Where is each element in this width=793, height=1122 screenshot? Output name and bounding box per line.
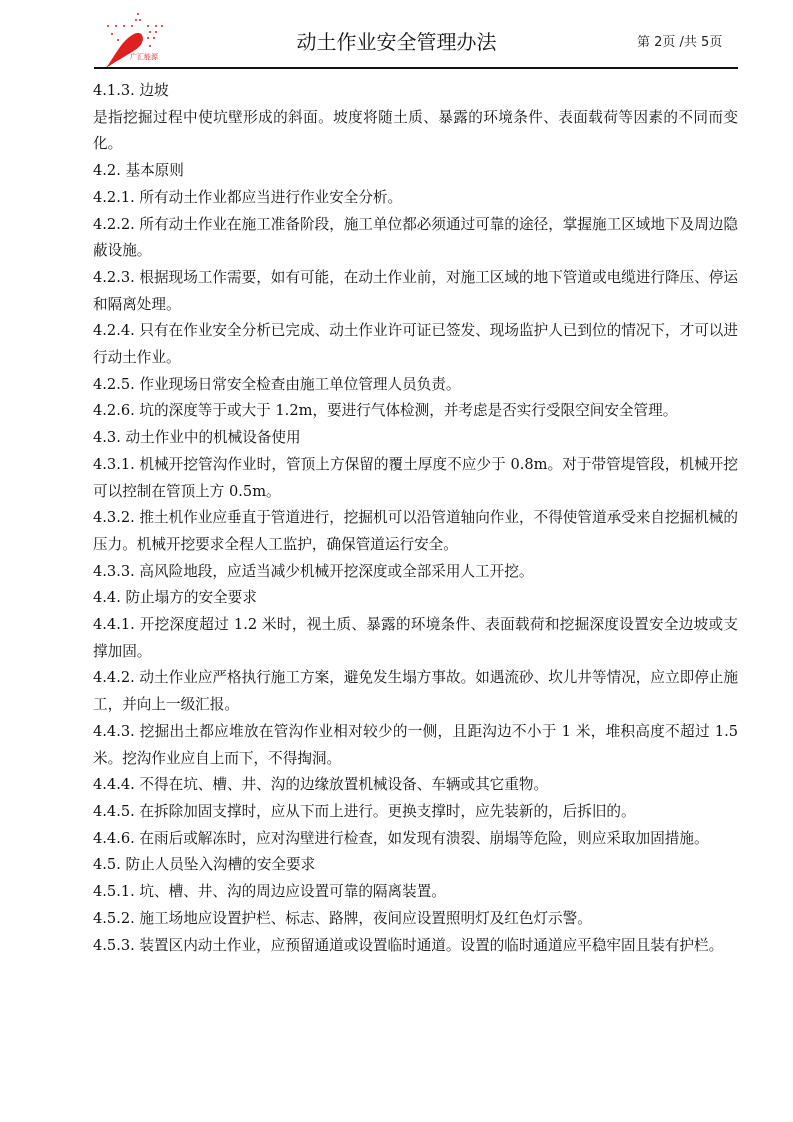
paragraph: 4.5.1. 坑、槽、井、沟的周边应设置可靠的隔离装置。 <box>93 883 446 901</box>
section-heading: 4.2. 基本原则 <box>93 162 184 180</box>
paragraph: 4.4.2. 动土作业应严格执行施工方案，避免发生塌方事故。如遇流砂、坎儿井等情况，应立即停止施工，并向上一级汇报。 <box>93 669 738 714</box>
paragraph: 4.5.2. 施工场地应设置护栏、标志、路牌，夜间应设置照明灯及红色灯示警。 <box>93 909 592 927</box>
paragraph: 是指挖掘过程中使坑壁形成的斜面。坡度将随土质、暴露的环境条件、表面载荷等因素的不同而变化。 <box>93 108 738 153</box>
paragraph: 4.4.3. 挖掘出土都应堆放在管沟作业相对较少的一侧，且距沟边不小于 1 米，堆积高度不超过 1.5 米。挖沟作业应自上而下，不得掏洞。 <box>93 722 738 767</box>
paragraph: 4.2.3. 根据现场工作需要，如有可能，在动土作业前，对施工区域的地下管道或电缆进行降压、停运和隔离处理。 <box>93 268 738 313</box>
paragraph: 4.5.3. 装置区内动土作业，应预留通道或设置临时通道。设置的临时通道应平稳牢固且装有护栏。 <box>93 936 724 954</box>
paragraph: 4.4.6. 在雨后或解冻时，应对沟壁进行检查，如发现有溃裂、崩塌等危险，则应采取加固措施。 <box>93 829 709 847</box>
paragraph: 4.2.4. 只有在作业安全分析已完成、动土作业许可证已签发、现场监护人已到位的情况下，才可以进行动土作业。 <box>93 322 738 367</box>
document-body <box>93 78 738 959</box>
paragraph: 4.4.4. 不得在坑、槽、井、沟的边缘放置机械设备、车辆或其它重物。 <box>93 776 549 794</box>
paragraph: 4.4.5. 在拆除加固支撑时，应从下而上进行。更换支撑时，应先装新的，后拆旧的。 <box>93 802 636 820</box>
paragraph: 4.3.3. 高风险地段，应适当减少机械开挖深度或全部采用人工开挖。 <box>93 562 534 580</box>
section-heading: 4.5. 防止人员坠入沟槽的安全要求 <box>93 856 316 874</box>
paragraph: 4.2.6. 坑的深度等于或大于 1.2m，要进行气体检测，并考虑是否实行受限空间安全管理。 <box>93 402 678 420</box>
paragraph: 4.3.1. 机械开挖管沟作业时，管顶上方保留的覆土厚度不应少于 0.8m。对于带管堤管段，机械开挖可以控制在管顶上方 0.5m。 <box>93 455 738 500</box>
paragraph: 4.4.1. 开挖深度超过 1.2 米时，视土质、暴露的环境条件、表面载荷和挖掘深度设置安全边坡或支撑加固。 <box>93 616 738 660</box>
logo-text: 广汇能源 <box>130 53 158 61</box>
paragraph: 4.2.2. 所有动土作业在施工准备阶段，施工单位都必须通过可靠的途径，掌握施工区域地下及周边隐蔽设施。 <box>93 215 738 260</box>
section-heading: 4.4. 防止塌方的安全要求 <box>93 589 257 607</box>
page-number: 第 2页 /共 5页 <box>637 35 723 50</box>
paragraph: 4.3.2. 推土机作业应垂直于管道进行，挖掘机可以沿管道轴向作业，不得使管道承受来自挖掘机械的压力。机械开挖要求全程人工监护，确保管道运行安全。 <box>93 509 738 553</box>
paragraph: 4.2.5. 作业现场日常安全检查由施工单位管理人员负责。 <box>93 375 461 393</box>
section-heading: 4.1.3. 边坡 <box>93 82 169 99</box>
document-title: 动土作业安全管理办法 <box>296 30 497 54</box>
header-divider <box>94 67 738 69</box>
paragraph: 4.2.1. 所有动土作业都应当进行作业安全分析。 <box>93 188 403 206</box>
section-heading: 4.3. 动土作业中的机械设备使用 <box>93 429 301 447</box>
